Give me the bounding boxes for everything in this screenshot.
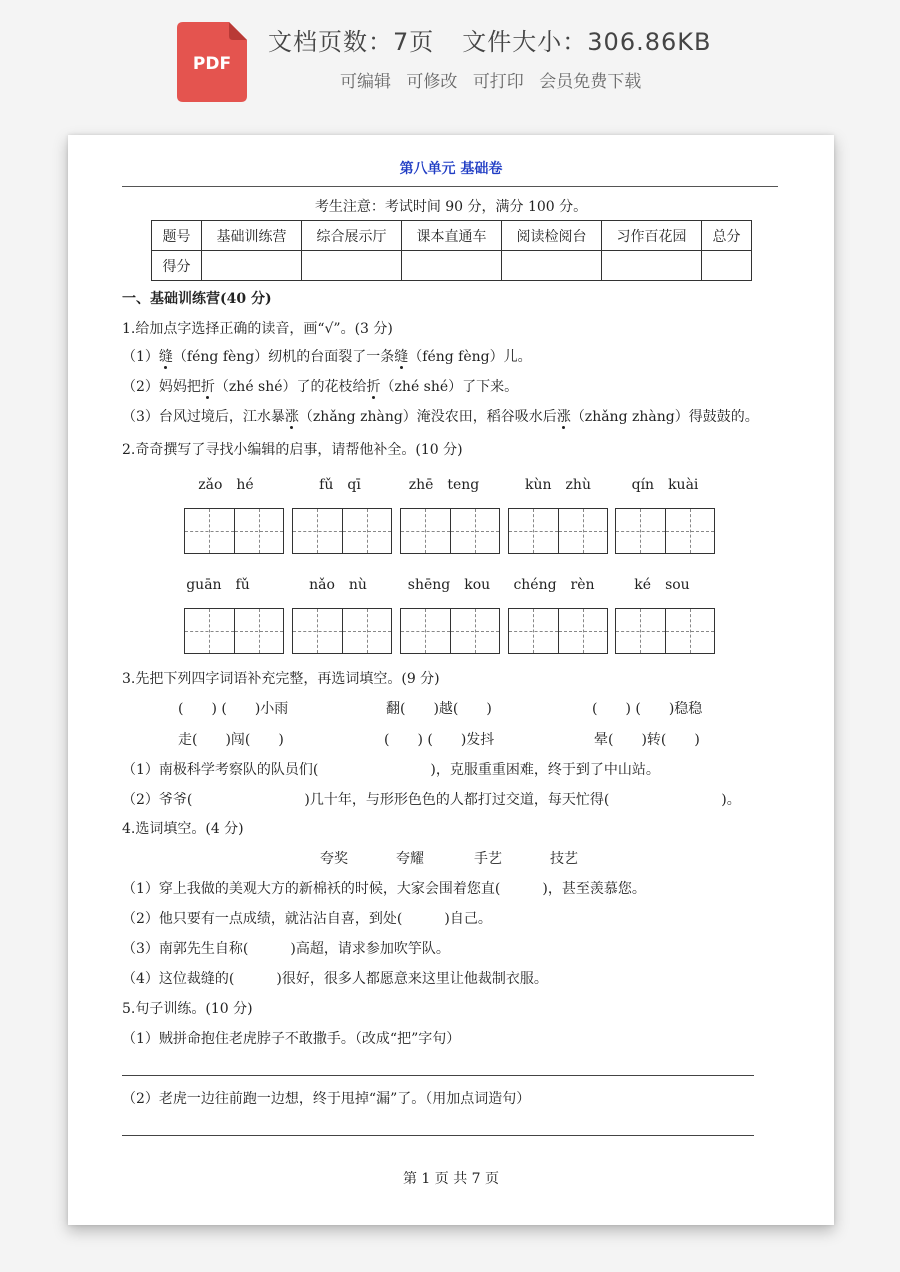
idiom-blank: ( ) ( )稳稳 <box>592 701 703 717</box>
score-input-cell <box>602 251 702 281</box>
text: （3）台风过境后，江水暴 <box>122 409 285 425</box>
page-footer: 第 1 页 共 7 页 <box>402 1171 500 1187</box>
pinyin-label: guān fǔ <box>186 577 250 593</box>
question-5-title: 5.句子训练。(10 分) <box>122 1001 253 1017</box>
score-cell: 综合展示厅 <box>302 221 402 251</box>
score-cell: 阅读检阅台 <box>502 221 602 251</box>
text: （2）妈妈把 <box>122 379 201 395</box>
question-2-title: 2.奇奇撰写了寻找小编辑的启事，请帮他补全。(10 分) <box>122 442 463 458</box>
score-input-cell <box>402 251 502 281</box>
pdf-icon-label: PDF <box>192 54 232 74</box>
exam-notice: 考生注意：考试时间 90 分，满分 100 分。 <box>314 199 588 215</box>
idiom-blank: 走( )闯( ) <box>178 732 284 748</box>
file-info <box>268 22 711 57</box>
text: （zhé shé）了的花枝给 <box>214 379 367 395</box>
writing-grid[interactable] <box>184 508 284 554</box>
dotted-char: 折 <box>200 379 215 395</box>
feature-member-download: 会员免费下载 <box>539 72 642 92</box>
word-choice: 夸奖 <box>320 851 348 867</box>
score-table-score-row <box>152 251 752 281</box>
writing-grid[interactable] <box>400 508 500 554</box>
dotted-char: 缝 <box>394 349 409 365</box>
writing-grid[interactable] <box>615 608 715 654</box>
writing-grid[interactable] <box>292 508 392 554</box>
page-title: 第八单元 基础卷 <box>399 161 503 177</box>
pinyin-label: kùn zhù <box>525 477 591 493</box>
score-input-cell <box>702 251 752 281</box>
score-cell: 课本直通车 <box>402 221 502 251</box>
question-3-title: 3.先把下列四字词语补充完整，再选词填空。(9 分) <box>122 671 440 687</box>
score-cell: 基础训练营 <box>202 221 302 251</box>
feature-printable: 可打印 <box>472 72 524 92</box>
question-5-item-1: （1）贼拼命抱住老虎脖子不敢撒手。（改成“把”字句） <box>122 1031 461 1047</box>
feature-editable: 可编辑 <box>340 72 391 92</box>
score-input-cell <box>202 251 302 281</box>
question-4-sentence-2: （2）他只要有一点成绩，就沾沾自喜，到处( )自己。 <box>122 911 492 927</box>
word-choice: 手艺 <box>474 851 502 867</box>
question-4-sentence-3: （3）南郭先生自称( )高超，请求参加吹竽队。 <box>122 941 450 957</box>
title-divider <box>122 186 778 187</box>
pdf-icon <box>177 22 247 102</box>
file-size: 文件大小：306.86KB <box>462 28 712 56</box>
answer-line[interactable] <box>122 1075 754 1076</box>
answer-line[interactable] <box>122 1135 754 1136</box>
score-cell: 题号 <box>152 221 202 251</box>
score-input-cell <box>302 251 402 281</box>
dotted-char: 涨 <box>284 409 299 425</box>
idiom-blank: ( ) ( )发抖 <box>384 732 495 748</box>
question-1-item-3 <box>122 406 759 426</box>
writing-grid[interactable] <box>184 608 284 654</box>
writing-grid[interactable] <box>400 608 500 654</box>
question-4-sentence-1: （1）穿上我做的美观大方的新棉袄的时候，大家会围着您直( )，甚至羡慕您。 <box>122 881 646 897</box>
pinyin-label: nǎo nù <box>309 577 367 593</box>
question-1-title: 1.给加点字选择正确的读音，画“√”。(3 分) <box>122 321 393 337</box>
document-page <box>68 135 834 1225</box>
text: （zhé shé）了下来。 <box>380 379 519 395</box>
question-5-item-2: （2）老虎一边往前跑一边想，终于甩掉“漏”了。（用加点词造句） <box>122 1091 531 1107</box>
idiom-blank: 晕( )转( ) <box>594 732 700 748</box>
dotted-char: 缝 <box>158 349 173 365</box>
question-1-item-2 <box>122 376 518 396</box>
score-cell: 总分 <box>702 221 752 251</box>
text: （zhǎng zhàng）淹没农田，稻谷吸水后 <box>298 409 557 425</box>
score-table <box>151 220 752 281</box>
writing-grid[interactable] <box>615 508 715 554</box>
question-1-item-1 <box>122 346 532 366</box>
text: （féng fèng）儿。 <box>408 349 532 365</box>
word-choice: 技艺 <box>550 851 578 867</box>
pinyin-label: ké sou <box>634 577 690 593</box>
score-cell: 得分 <box>152 251 202 281</box>
question-3-sentence-1: （1）南极科学考察队的队员们( )，克服重重困难，终于到了中山站。 <box>122 762 660 778</box>
pinyin-label: shēng kou <box>407 577 491 593</box>
question-4-title: 4.选词填空。(4 分) <box>122 821 244 837</box>
idiom-blank: ( ) ( )小雨 <box>178 701 289 717</box>
question-4-sentence-4: （4）这位裁缝的( )很好，很多人都愿意来这里让他裁制衣服。 <box>122 971 548 987</box>
dotted-char: 折 <box>366 379 381 395</box>
feature-modifiable: 可修改 <box>406 72 458 92</box>
text: （1） <box>122 349 159 365</box>
score-table-header-row <box>152 221 752 251</box>
dotted-char: 涨 <box>556 409 571 425</box>
pinyin-label: qín kuài <box>631 477 699 493</box>
idiom-blank: 翻( )越( ) <box>386 701 492 717</box>
pinyin-label: fǔ qī <box>319 477 361 493</box>
pinyin-label: zhē teng <box>408 477 480 493</box>
section-heading: 一、基础训练营(40 分) <box>122 291 272 307</box>
writing-grid[interactable] <box>508 608 608 654</box>
writing-grid[interactable] <box>508 508 608 554</box>
score-cell: 习作百花园 <box>602 221 702 251</box>
feature-list <box>340 67 651 92</box>
page-count: 文档页数：7页 <box>268 28 435 56</box>
pinyin-label: zǎo hé <box>198 477 254 493</box>
text: （zhǎng zhàng）得鼓鼓的。 <box>570 409 759 425</box>
question-3-sentence-2: （2）爷爷( )几十年，与形形色色的人都打过交道，每天忙得( )。 <box>122 792 741 808</box>
writing-grid[interactable] <box>292 608 392 654</box>
score-input-cell <box>502 251 602 281</box>
pinyin-label: chéng rèn <box>513 577 595 593</box>
word-choice: 夸耀 <box>396 851 424 867</box>
text: （féng fèng）纫机的台面裂了一条 <box>172 349 395 365</box>
